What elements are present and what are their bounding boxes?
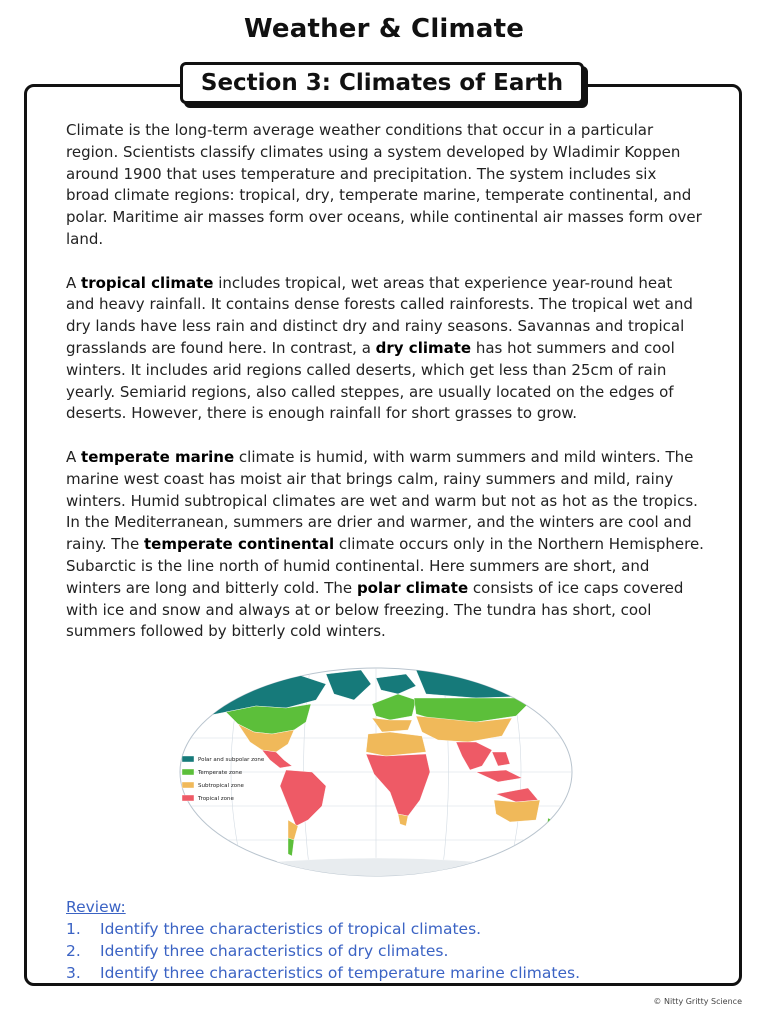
review-title: Review: xyxy=(66,898,126,916)
review-item-text: Identify three characteristics of tropical climates. xyxy=(100,920,482,938)
legend-label-tropical: Tropical zone xyxy=(198,796,234,802)
review-item-number: 1. xyxy=(66,920,81,938)
text-run: climate is humid, with warm summers and mild winters. The marine west coast has moist air that brings calm, rainy summers and mild, rainy winters. Humid subtropical climates are wet and warm but not as hot as the tropics. In the Mediterranean, summers are drier and warmer, and the winters are cool and rainy. The xyxy=(66,447,698,554)
legend-swatch-polar xyxy=(182,756,194,762)
review-item-number: 3. xyxy=(66,964,81,982)
text-run: includes tropical, wet areas that experience year-round heat and heavy rainfall. It contains dense forests called rainforests. The tropical wet and dry lands have less rain and distinct dry and rainy seasons. Savannas and tropical grasslands are found here. In contrast, a xyxy=(66,273,693,357)
text-run: consists of ice caps covered with ice and snow and always at or below freezing. The tundra has short, cool summers followed by bitterly cold winters. xyxy=(66,578,684,641)
review-section xyxy=(66,896,706,984)
paragraph-temperate-polar xyxy=(66,447,704,643)
legend-swatch-tropical xyxy=(182,795,194,801)
term-temperate-marine: temperate marine xyxy=(81,447,235,466)
paragraph-tropical-dry xyxy=(66,273,704,426)
review-list xyxy=(66,918,706,984)
review-item-number: 2. xyxy=(66,942,81,960)
copyright-notice: © Nitty Gritty Science xyxy=(653,997,742,1006)
section-title-box xyxy=(180,62,584,104)
legend-label-subtropical: Subtropical zone xyxy=(198,783,244,789)
term-dry-climate: dry climate xyxy=(375,338,472,357)
section-title: Section 3: Climates of Earth xyxy=(200,70,564,96)
term-polar-climate: polar climate xyxy=(356,578,469,597)
review-item xyxy=(66,940,706,962)
legend-swatch-subtropical xyxy=(182,782,194,788)
text-run: has hot summers and cool winters. It includes arid regions called deserts, which get less than 25cm of rain yearly. Semiarid regions, also called steppes, are usually located on the edges of deserts. However, there is enough rainfall for short grasses to grow. xyxy=(66,338,675,423)
paragraph-intro: Climate is the long-term average weather conditions that occur in a particular region. Scientists classify climates using a system developed by Wladimir Koppen around 1900 that uses temperature and precipitation. The system includes six broad climate regions: tropical, dry, temperate marine, temperate continental, and polar. Maritime air masses form over oceans, while continental air masses form over land. xyxy=(66,121,702,248)
legend-swatch-temperate xyxy=(182,769,194,775)
review-item xyxy=(66,918,706,940)
review-item-text: Identify three characteristics of dry climates. xyxy=(100,942,449,960)
legend-label-temperate: Temperate zone xyxy=(198,770,243,776)
review-item-text: Identify three characteristics of temperature marine climates. xyxy=(100,964,581,982)
reading-passage xyxy=(66,120,704,665)
text-run: climate occurs only in the Northern Hemisphere. Subarctic is the line north of humid continental. Here summers are short, and winters are long and bitterly cold. The xyxy=(66,535,704,597)
review-item xyxy=(66,962,706,984)
term-temperate-continental: temperate continental xyxy=(143,535,335,554)
text-run: A xyxy=(66,273,82,292)
legend-label-polar: Polar and subpolar zone xyxy=(198,757,265,763)
text-run: A xyxy=(66,447,82,466)
climate-zones-map xyxy=(176,660,576,882)
world-map-image xyxy=(176,660,576,882)
document-title: Weather & Climate xyxy=(243,14,525,44)
term-tropical-climate: tropical climate xyxy=(81,273,214,292)
